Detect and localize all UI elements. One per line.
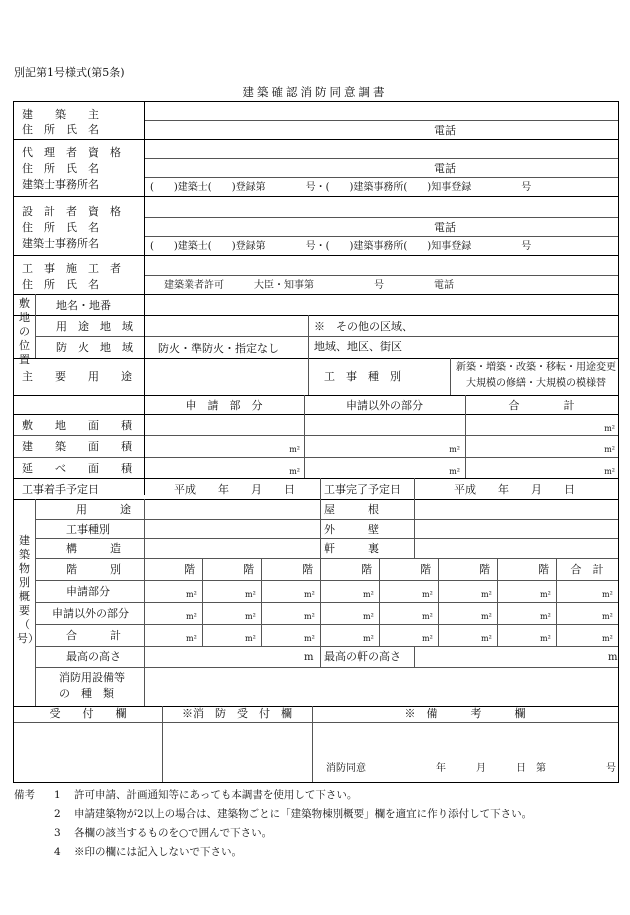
total-unit-1: m²	[186, 634, 197, 643]
eave-label: 軒 裏	[324, 542, 379, 555]
total-unit-5: m²	[422, 634, 433, 643]
agent-registration: ( )建築士( )登録第 号・( )建築事務所( )知事登録 号	[150, 182, 532, 193]
col-applied-header: 申 請 部 分	[185, 399, 263, 412]
building-area-label: 建 築 面 積	[22, 440, 132, 453]
fire-area-label: 防 火 地 域	[56, 341, 133, 354]
note-text: 申請建築物が2以上の場合は、建築物ごとに「建築物棟別概要」欄を適宜に作り添付して下さい。	[74, 808, 533, 820]
consent-form-table	[13, 101, 619, 783]
reception-label: 受 付 欄	[49, 707, 127, 720]
fire-area-options: 防火・準防火・指定なし	[158, 342, 279, 355]
floor-area-unit-3: m²	[604, 467, 615, 476]
applied-unit-7: m²	[540, 590, 551, 599]
building-group-label: 建築物別概要（ 号）	[17, 534, 63, 645]
agent-office-label: 建築士事務所名	[22, 178, 99, 191]
floor-col-3: 階	[302, 563, 313, 576]
start-date-label: 工事着手予定日	[22, 483, 99, 496]
other-unit-5: m²	[422, 612, 433, 621]
floor-area-unit-1: m²	[289, 467, 300, 476]
start-date-value: 平成 年 月 日	[174, 483, 295, 496]
max-eave-height-unit: m	[608, 652, 618, 663]
other-unit-2: m²	[245, 612, 256, 621]
agent-label: 代 理 者 資 格	[22, 146, 121, 159]
col-other-header: 申請以外の部分	[346, 399, 423, 412]
total-row-label: 合 計	[66, 629, 121, 642]
floor-row-label: 階 別	[66, 563, 121, 576]
max-height-unit: m	[304, 652, 314, 663]
site-group-label: 敷地の位置	[19, 297, 30, 366]
form-number: 別記第1号様式(第5条)	[14, 66, 125, 79]
building-area-unit-1: m²	[289, 445, 300, 454]
floor-col-6: 階	[479, 563, 490, 576]
fire-equipment-label-1: 消防用設備等	[59, 671, 125, 684]
floor-col-4: 階	[361, 563, 372, 576]
applied-unit-2: m²	[245, 590, 256, 599]
work-type-options-2: 大規模の修繕・大規模の模様替	[466, 378, 606, 389]
fire-reception-label: ※消 防 受 付 欄	[182, 707, 292, 720]
notes-label: 備考	[14, 789, 35, 801]
other-unit-7: m²	[540, 612, 551, 621]
total-unit-7: m²	[540, 634, 551, 643]
floor-col-1: 階	[184, 563, 195, 576]
designer-address-label: 住 所 氏 名	[22, 221, 99, 234]
main-use-label: 主 要 用 途	[22, 370, 132, 383]
site-address-label: 地名・地番	[56, 299, 111, 312]
building-use-label: 用 途	[76, 503, 131, 516]
end-date-label: 工事完了予定日	[324, 483, 401, 496]
note-text: 各欄の該当するものを○で囲んで下さい。	[74, 827, 273, 839]
other-row-label: 申請以外の部分	[52, 607, 129, 620]
floor-col-7: 階	[538, 563, 549, 576]
other-unit-6: m²	[481, 612, 492, 621]
floor-area-label: 延 べ 面 積	[22, 462, 132, 475]
applied-unit-8: m²	[602, 590, 613, 599]
other-unit-4: m²	[363, 612, 374, 621]
owner-tel-label: 電話	[434, 124, 456, 137]
document-title: 建築確認消防同意調書	[242, 85, 388, 99]
contractor-label: 工 事 施 工 者	[22, 262, 121, 275]
building-work-label: 工事種別	[66, 523, 110, 536]
wall-label: 外 壁	[324, 523, 379, 536]
max-eave-height-label: 最高の軒の高さ	[324, 650, 401, 663]
notes-section	[14, 786, 532, 862]
designer-registration: ( )建築士( )登録第 号・( )建築事務所( )知事登録 号	[150, 241, 532, 252]
fire-equipment-label-2: の 種 類	[59, 687, 114, 700]
other-area-line2: 地域、地区、街区	[314, 340, 402, 353]
building-area-unit-2: m²	[449, 445, 460, 454]
agent-address-label: 住 所 氏 名	[22, 162, 99, 175]
fire-consent-line: 消防同意 年 月 日 第 号	[326, 763, 616, 774]
owner-label: 建 築 主	[22, 108, 99, 121]
note-text: 許可申請、計画通知等にあっても本調書を使用して下さい。	[74, 789, 358, 801]
work-type-options-1: 新築・増築・改築・移転・用途変更	[456, 362, 616, 373]
floor-area-unit-2: m²	[449, 467, 460, 476]
roof-label: 屋 根	[324, 503, 379, 516]
contractor-tel-label: 電話	[434, 280, 454, 291]
applied-unit-1: m²	[186, 590, 197, 599]
total-unit-8: m²	[602, 634, 613, 643]
site-area-label: 敷 地 面 積	[22, 419, 132, 432]
owner-address-label: 住 所 氏 名	[22, 123, 99, 136]
contractor-address-label: 住 所 氏 名	[22, 278, 99, 291]
note-number: 4	[54, 846, 61, 858]
designer-label: 設 計 者 資 格	[22, 205, 121, 218]
end-date-value: 平成 年 月 日	[454, 483, 575, 496]
remarks-label: ※ 備 考 欄	[404, 707, 526, 720]
site-area-unit: m²	[604, 424, 615, 433]
col-total-header: 合 計	[508, 399, 575, 412]
floor-col-5: 階	[420, 563, 431, 576]
total-unit-6: m²	[481, 634, 492, 643]
building-area-unit-3: m²	[604, 445, 615, 454]
applied-unit-3: m²	[304, 590, 315, 599]
applied-unit-5: m²	[422, 590, 433, 599]
work-type-label: 工 事 種 別	[324, 370, 401, 383]
total-unit-4: m²	[363, 634, 374, 643]
note-number: 1	[54, 789, 61, 801]
owner-address-field[interactable]	[145, 121, 617, 138]
max-height-label: 最高の高さ	[66, 650, 121, 663]
contractor-license: 建築業者許可 大臣・知事第 号	[164, 280, 384, 291]
applied-unit-6: m²	[481, 590, 492, 599]
applied-unit-4: m²	[363, 590, 374, 599]
floor-total-header: 合 計	[570, 563, 604, 576]
building-structure-label: 構 造	[66, 542, 121, 555]
agent-tel-label: 電話	[434, 162, 456, 175]
designer-office-label: 建築士事務所名	[22, 237, 99, 250]
other-unit-1: m²	[186, 612, 197, 621]
note-text: ※印の欄には記入しないで下さい。	[74, 846, 242, 858]
applied-row-label: 申請部分	[66, 585, 110, 598]
note-number: 3	[54, 827, 61, 839]
other-area-line1: ※ その他の区域、	[314, 320, 413, 333]
designer-tel-label: 電話	[434, 221, 456, 234]
other-unit-8: m²	[602, 612, 613, 621]
floor-col-2: 階	[243, 563, 254, 576]
total-unit-3: m²	[304, 634, 315, 643]
note-number: 2	[54, 808, 61, 820]
other-unit-3: m²	[304, 612, 315, 621]
total-unit-2: m²	[245, 634, 256, 643]
use-area-label: 用 途 地 域	[56, 320, 133, 333]
